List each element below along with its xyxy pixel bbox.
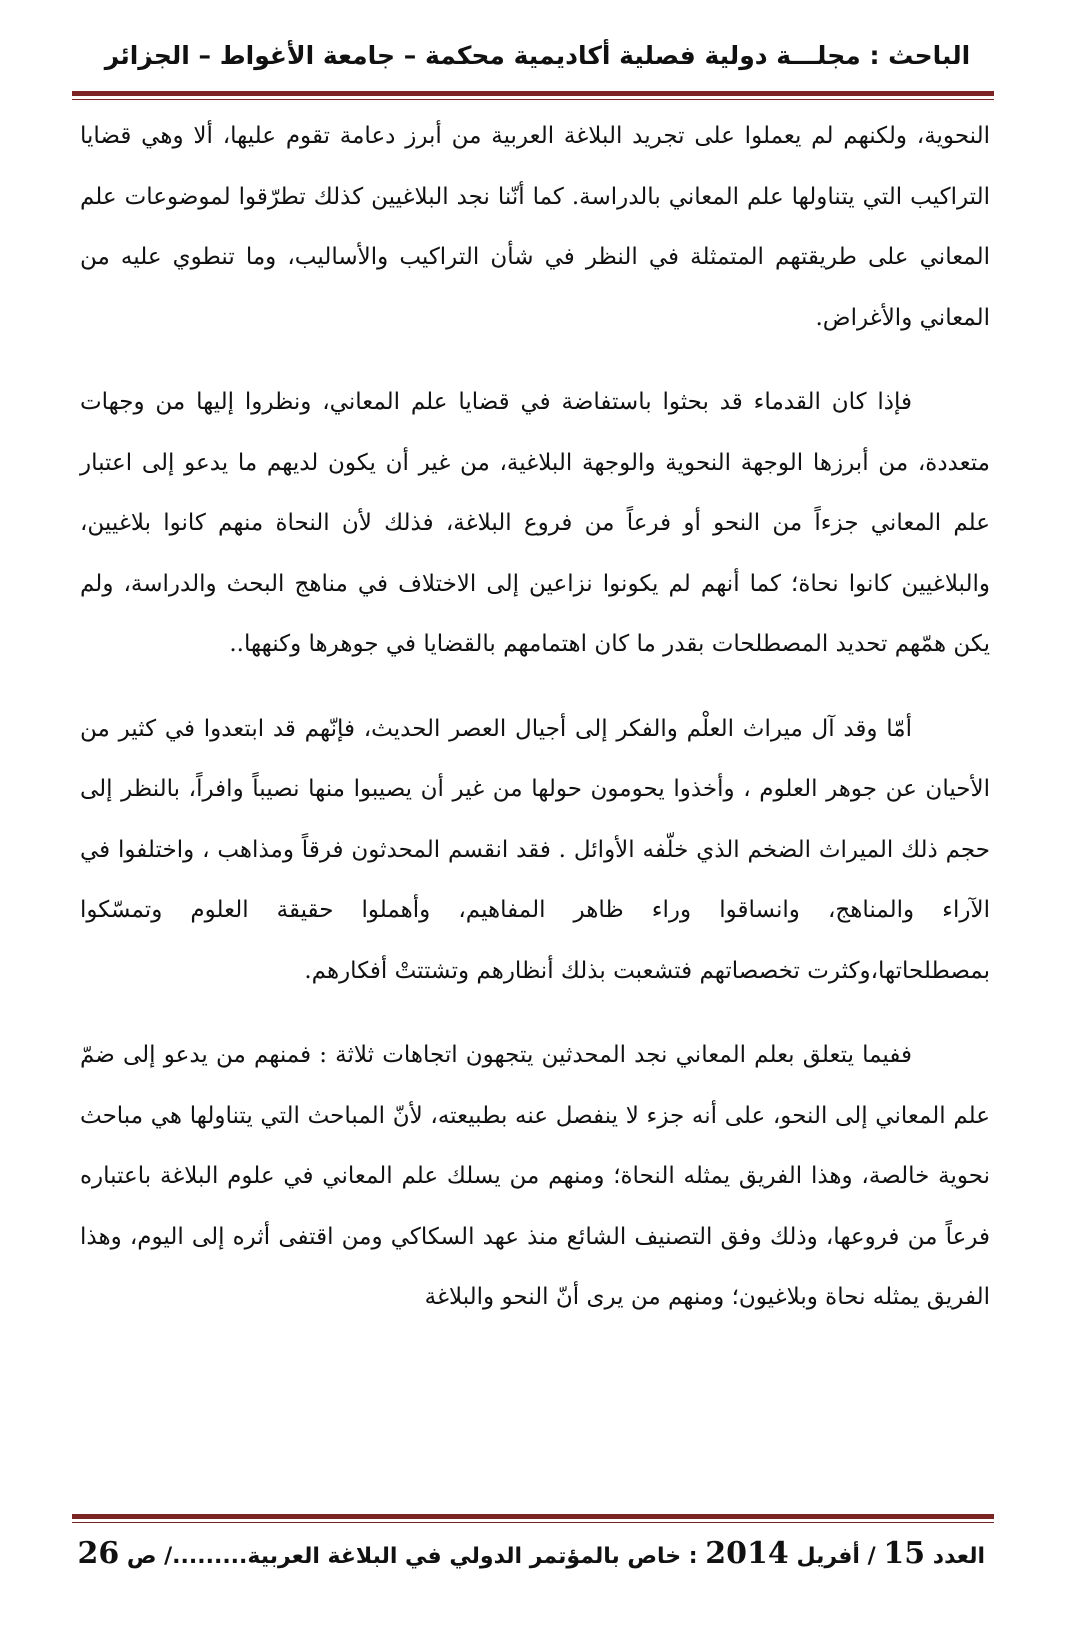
issue-year: 2014 [705, 1536, 789, 1571]
article-body [80, 106, 990, 1328]
paragraph-1: النحوية، ولكنهم لم يعملوا على تجريد البلاغة العربية من أبرز دعامة تقوم عليها، ألا وهي قضايا التراكيب التي يتناولها علم المعاني بالدراسة. كما أنّنا نجد البلاغيين كذلك تطرّقوا لموضوعات علم المعاني على طريقتهم المتمثلة في النظر في شأن التراكيب والأساليب، وما تنطوي عليه من المعاني والأغراض. [80, 123, 990, 331]
paragraph-3: أمّا وقد آل ميراث العلْم والفكر إلى أجيال العصر الحديث، فإنّهم قد ابتعدوا في كثير من الأحيان عن جوهر العلوم ، وأخذوا يحومون حولها من غير أن يصيبوا منها نصيباً وافراً، بالنظر إلى حجم ذلك الميراث الضخم الذي خلّفه الأوائل . فقد انقسم المحدثون فرقاً ومذاهب ، واختلفوا في الآراء والمناهج، وانساقوا وراء ظاهر المفاهيم، وأهملوا حقيقة العلوم وتمسّكوا بمصطلحاتها،وكثرت تخصصاتهم فتشعبت بذلك أنظارهم وتشتتتْ أفكارهم. [80, 715, 990, 984]
issue-label: العدد [932, 1544, 985, 1569]
journal-header-title: الباحث : مجلـــة دولية فصلية أكاديمية محكمة – جامعة الأغواط – الجزائر [104, 41, 971, 70]
footer-citation [77, 1534, 985, 1577]
paragraph-2: فإذا كان القدماء قد بحثوا باستفاضة في قضايا علم المعاني، ونظروا إليها من وجهات متعددة، من أبرزها الوجهة النحوية والوجهة البلاغية، من غير أن يكون لديهم ما يدعو إلى اعتبار علم المعاني جزءاً من النحو أو فرعاً من فروع البلاغة، فذلك لأن النحاة منهم كانوا بلاغيين، والبلاغيين كانوا نحاة؛ كما أنهم لم يكونوا نزاعين إلى الاختلاف في مناهج البحث والدراسة، ولم يكن همّهم تحديد المصطلحات بقدر ما كان اهتمامهم بالقضايا في جوهرها وكنهها.. [80, 389, 991, 657]
header-rule-thick [72, 91, 994, 96]
issue-separator: / [867, 1544, 876, 1569]
issue-number: 15 [883, 1536, 926, 1571]
issue-month: أفريل [796, 1544, 860, 1569]
header-rule-thin [72, 99, 994, 100]
page-label: / ص [126, 1544, 173, 1569]
paragraph-4: ففيما يتعلق بعلم المعاني نجد المحدثين يتجهون اتجاهات ثلاثة : فمنهم من يدعو إلى ضمّ علم المعاني إلى النحو، على أنه جزء لا ينفصل عنه بطبيعته، لأنّ المباحث التي يتناولها هي مباحث نحوية خالصة، وهذا الفريق يمثله النحاة؛ ومنهم من يسلك علم المعاني في علوم البلاغة باعتباره فرعاً من فروعها، وذلك وفق التصنيف الشائع منذ عهد السكاكي ومن اقتفى أثره إلى اليوم، وهذا الفريق يمثله نحاة وبلاغيون؛ ومنهم من يرى أنّ النحو والبلاغة [80, 1042, 990, 1310]
page-number: 26 [77, 1536, 120, 1571]
conference-note: : خاص بالمؤتمر الدولي في البلاغة العربية......... [172, 1544, 698, 1569]
footer-rule-thick [72, 1514, 994, 1519]
footer-rule-thin [72, 1522, 994, 1523]
